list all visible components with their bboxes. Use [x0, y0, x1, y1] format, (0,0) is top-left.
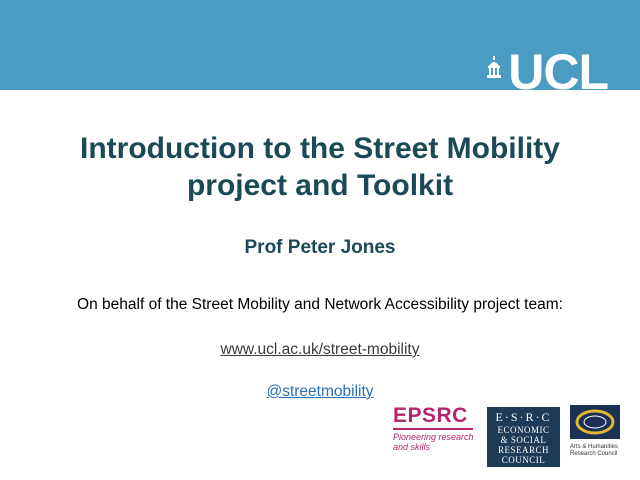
team-line: On behalf of the Street Mobility and Network Accessibility project team: [77, 296, 563, 313]
twitter-link[interactable]: @streetmobility [266, 383, 374, 400]
ahrc-logo-line-2: Research Council [570, 451, 618, 457]
epsrc-logo-tagline-1: Pioneering research [393, 432, 474, 442]
ahrc-logo [570, 405, 626, 465]
epsrc-logo-tagline-2: and skills [393, 442, 431, 452]
esrc-logo-name: E·S·R·C [495, 410, 552, 424]
epsrc-logo [393, 405, 477, 457]
slide-title-line-2: project and Toolkit [186, 169, 454, 202]
portico-dome-icon [486, 56, 502, 78]
esrc-logo-line-4: COUNCIL [501, 455, 546, 465]
header-banner [0, 0, 640, 90]
esrc-logo-line-2: & SOCIAL [500, 435, 547, 445]
presenter-name: Prof Peter Jones [244, 237, 396, 258]
ahrc-logo-line-1: Arts & Humanities [570, 444, 619, 450]
esrc-logo [487, 407, 560, 467]
esrc-logo-line-1: ECONOMIC [497, 425, 550, 435]
website-link[interactable]: www.ucl.ac.uk/street-mobility [220, 341, 420, 358]
slide-title [0, 130, 640, 204]
ucl-logo [486, 52, 608, 92]
ucl-logo-text: UCL [508, 52, 608, 92]
esrc-logo-line-3: RESEARCH [497, 445, 549, 455]
ahrc-ring-icon [570, 405, 620, 439]
epsrc-logo-name: EPSRC [393, 404, 468, 427]
epsrc-logo-rule [393, 428, 473, 430]
slide-title-line-1: Introduction to the Street Mobility [80, 132, 560, 165]
